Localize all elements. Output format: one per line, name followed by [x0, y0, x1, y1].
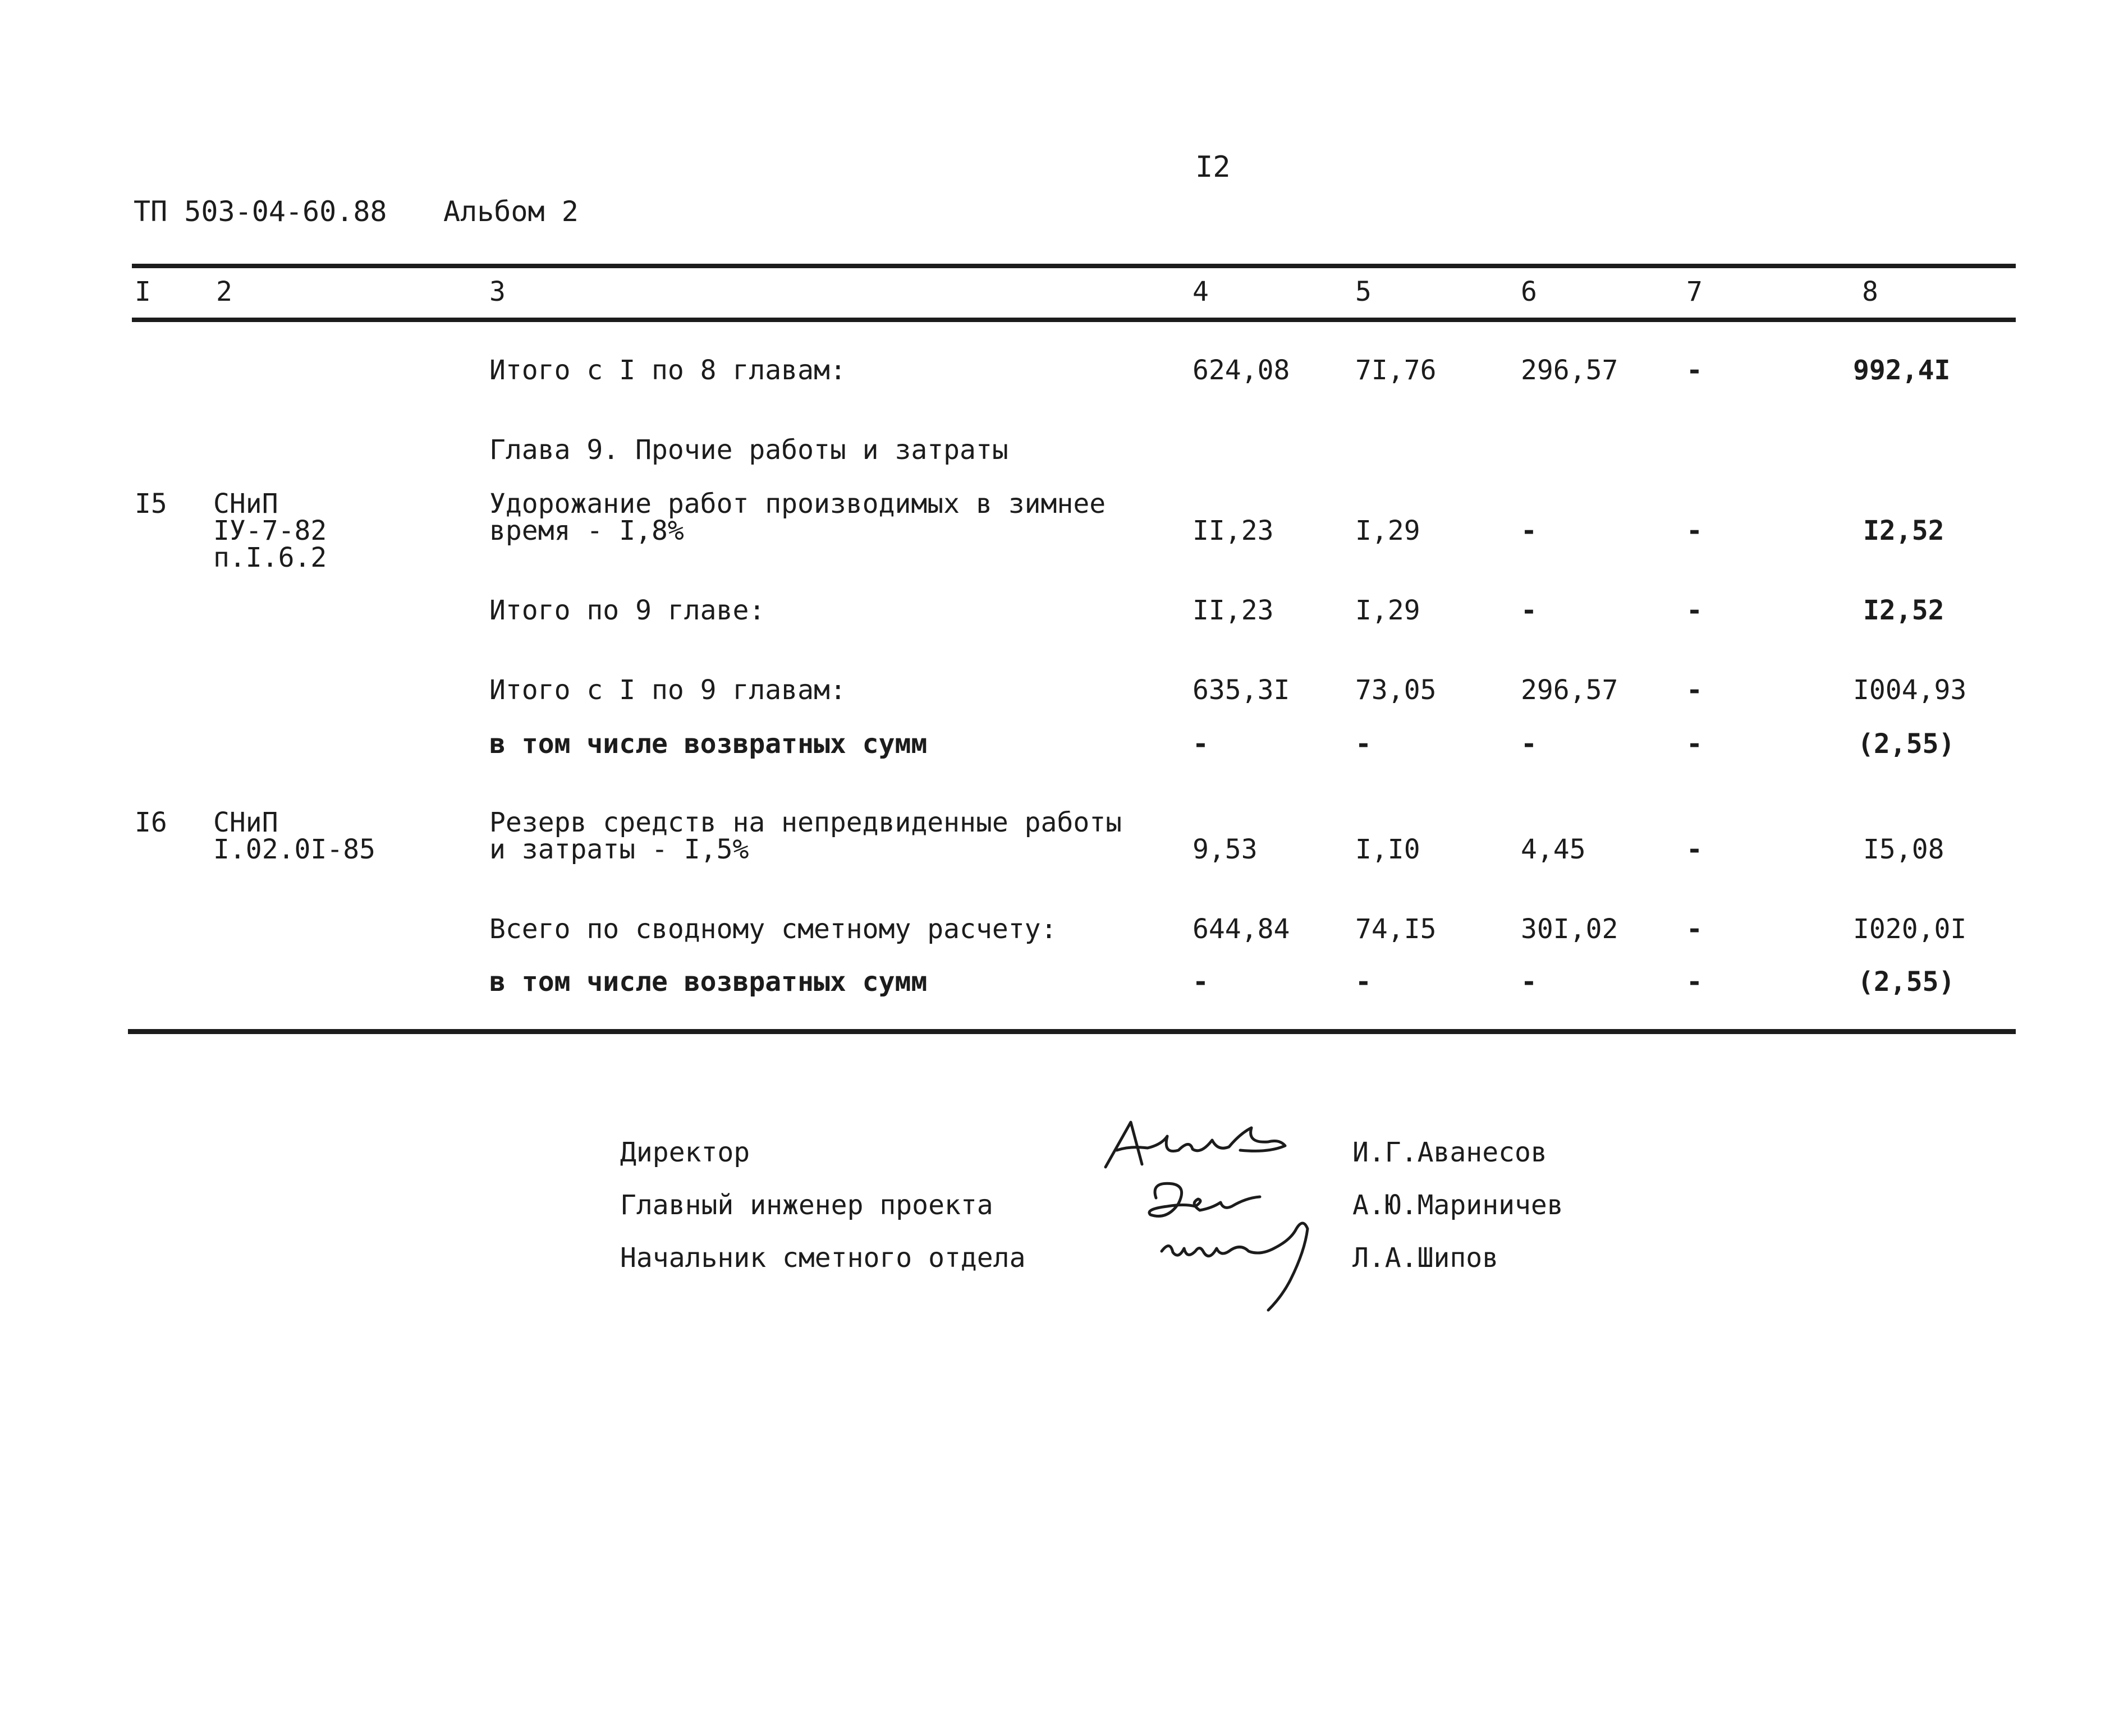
norm-reference: СНиП IУ-7-82 п.I.6.2: [213, 488, 327, 573]
cell-col6: -: [1521, 966, 1537, 998]
cell-col7: -: [1686, 966, 1703, 998]
cell-col4: 635,3I: [1193, 674, 1290, 706]
estimate-head-signature: [1156, 1218, 1347, 1313]
cell-col5: I,29: [1355, 515, 1420, 546]
cell-col5: I,29: [1355, 595, 1420, 626]
row-description: Итого по 9 главе:: [489, 595, 765, 626]
column-header: 4: [1193, 276, 1209, 307]
cell-col4: 624,08: [1193, 355, 1290, 386]
signer-role: Начальник сметного отдела: [620, 1242, 1026, 1274]
cell-col5: 74,I5: [1355, 913, 1437, 945]
cell-col6: 296,57: [1521, 674, 1618, 706]
table-top-rule: [132, 264, 2016, 268]
cell-col6: -: [1521, 515, 1537, 546]
signer-name: А.Ю.Мариничев: [1352, 1190, 1563, 1221]
cell-col8: 992,4I: [1853, 355, 1951, 386]
cell-col7: -: [1686, 674, 1703, 706]
cell-col5: 7I,76: [1355, 355, 1437, 386]
cell-col6: 296,57: [1521, 355, 1618, 386]
column-header: 8: [1862, 276, 1878, 307]
row-description: Итого с I по 8 главам:: [489, 355, 846, 386]
cell-col8: (2,55): [1858, 728, 1955, 760]
chapter-heading: Глава 9. Прочие работы и затраты: [489, 434, 1008, 466]
album-label: Альбом 2: [443, 195, 579, 228]
cell-col7: -: [1686, 913, 1703, 945]
column-header: I: [135, 276, 151, 307]
row-description: Всего по сводному сметному расчету:: [489, 913, 1057, 945]
cell-col7: -: [1686, 728, 1703, 760]
cell-col4: 9,53: [1193, 834, 1258, 865]
cell-col8: I020,0I: [1853, 913, 1967, 945]
cell-col5: -: [1355, 728, 1372, 760]
cell-col7: -: [1686, 355, 1703, 386]
cell-col4: II,23: [1193, 515, 1274, 546]
item-number: I6: [135, 807, 167, 838]
column-header: 5: [1355, 276, 1372, 307]
director-signature: [1100, 1111, 1302, 1178]
cell-col5: I,I0: [1355, 834, 1420, 865]
cell-col8: (2,55): [1858, 966, 1955, 998]
row-description: в том числе возвратных сумм: [489, 966, 928, 998]
signer-name: И.Г.Аванесов: [1352, 1137, 1547, 1168]
table-header-rule: [132, 318, 2016, 322]
signer-name: Л.А.Шипов: [1352, 1242, 1499, 1274]
cell-col6: -: [1521, 595, 1537, 626]
cell-col6: 4,45: [1521, 834, 1586, 865]
cell-col8: I2,52: [1863, 515, 1944, 546]
cell-col7: -: [1686, 834, 1703, 865]
cell-col8: I5,08: [1863, 834, 1944, 865]
row-description: в том числе возвратных сумм: [489, 728, 928, 760]
column-header: 3: [489, 276, 506, 307]
table-bottom-rule: [128, 1029, 2016, 1034]
document-code: ТП 503-04-60.88: [134, 195, 387, 228]
page-number: I2: [1195, 150, 1231, 184]
cell-col8: I004,93: [1853, 674, 1967, 706]
row-description: Резерв средств на непредвиденные работы и затраты - I,5%: [489, 807, 1122, 865]
signer-role: Директор: [620, 1137, 750, 1168]
cell-col4: II,23: [1193, 595, 1274, 626]
column-header: 2: [216, 276, 232, 307]
cell-col7: -: [1686, 515, 1703, 546]
row-description: Итого с I по 9 главам:: [489, 674, 846, 706]
cell-col4: 644,84: [1193, 913, 1290, 945]
cell-col6: -: [1521, 728, 1537, 760]
norm-reference: СНиП I.02.0I-85: [213, 807, 375, 865]
column-header: 7: [1686, 276, 1703, 307]
cell-col8: I2,52: [1863, 595, 1944, 626]
cell-col7: -: [1686, 595, 1703, 626]
cell-col5: -: [1355, 966, 1372, 998]
row-description: Удорожание работ производимых в зимнее время - I,8%: [489, 488, 1106, 546]
cell-col4: -: [1193, 966, 1209, 998]
item-number: I5: [135, 488, 167, 520]
cell-col4: -: [1193, 728, 1209, 760]
cell-col6: 30I,02: [1521, 913, 1618, 945]
column-header: 6: [1521, 276, 1537, 307]
signer-role: Главный инженер проекта: [620, 1190, 993, 1221]
cell-col5: 73,05: [1355, 674, 1437, 706]
